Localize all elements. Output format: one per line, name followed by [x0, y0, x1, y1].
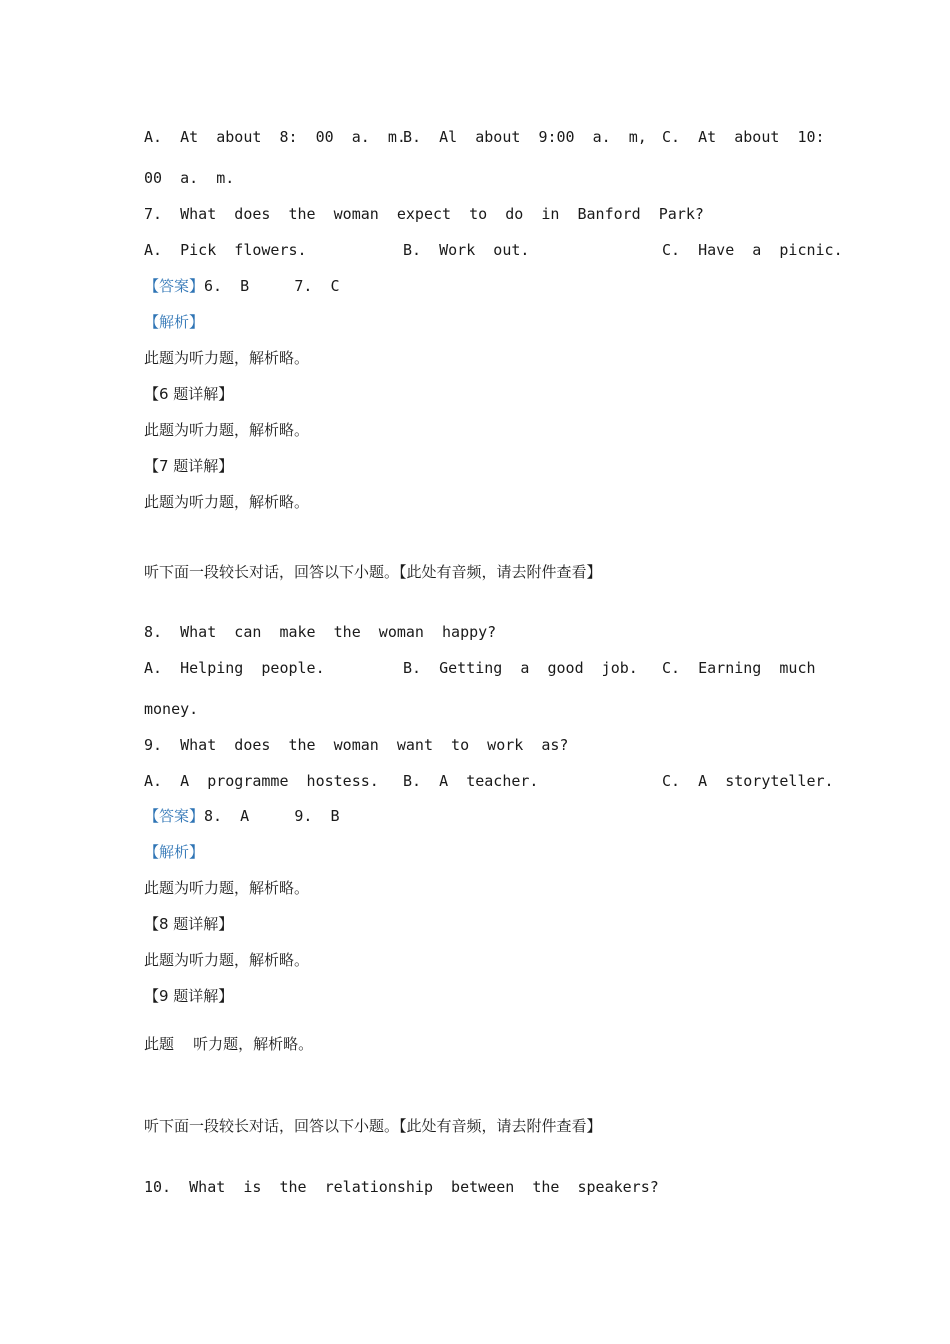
detail-8-text: 此题为听力题，解析略。	[144, 951, 310, 969]
detail-6-text: 此题为听力题，解析略。	[144, 421, 310, 439]
q9-option-b: B. A teacher.	[403, 772, 539, 790]
q8-option-c-continued: money.	[144, 700, 199, 718]
q7-option-a: A. Pick flowers.	[144, 241, 307, 259]
answer-tag: 【答案】	[144, 807, 205, 825]
q6-option-a: A. At about 8: 00 a. m.	[144, 128, 406, 146]
detail-7-text: 此题为听力题，解析略。	[144, 493, 310, 511]
listening-instruction-2: 听下面一段较长对话，回答以下小题。【此处有音频，请去附件查看】	[144, 1117, 602, 1135]
q8-option-a: A. Helping people.	[144, 659, 325, 677]
q8-option-c: C. Earning much	[662, 659, 816, 677]
q9-question: 9. What does the woman want to work as?	[144, 736, 569, 754]
analysis-tag-2: 【解析】	[144, 843, 205, 861]
detail-6-heading: 【6 题详解】	[144, 385, 234, 403]
q9-option-c: C. A storyteller.	[662, 772, 834, 790]
q8-option-b: B. Getting a good job.	[403, 659, 638, 677]
q6-option-c-continued: 00 a. m.	[144, 169, 235, 187]
analysis-text-2: 此题为听力题，解析略。	[144, 879, 310, 897]
answer-line-2	[144, 806, 339, 826]
answer-text: 8. A 9. B	[204, 807, 340, 825]
q9-option-a: A. A programme hostess.	[144, 772, 379, 790]
analysis-text-1: 此题为听力题，解析略。	[144, 349, 310, 367]
q7-question: 7. What does the woman expect to do in Banford Park?	[144, 205, 704, 223]
q7-option-c: C. Have a picnic.	[662, 241, 843, 259]
answer-tag: 【答案】	[144, 277, 205, 295]
q10-question: 10. What is the relationship between the speakers?	[144, 1178, 659, 1196]
answer-text: 6. B 7. C	[204, 277, 340, 295]
analysis-tag-1: 【解析】	[144, 313, 205, 331]
q6-option-c: C. At about 10:	[662, 128, 825, 146]
detail-9-heading: 【9 题详解】	[144, 987, 234, 1005]
listening-instruction-1: 听下面一段较长对话，回答以下小题。【此处有音频，请去附件查看】	[144, 563, 602, 581]
detail-8-heading: 【8 题详解】	[144, 915, 234, 933]
answer-line-1	[144, 276, 339, 296]
detail-7-heading: 【7 题详解】	[144, 457, 234, 475]
q7-option-b: B. Work out.	[403, 241, 530, 259]
q8-question: 8. What can make the woman happy?	[144, 623, 497, 641]
q6-option-b: B. Al about 9:00 a. m,	[403, 128, 647, 146]
detail-9-text: 此题 听力题，解析略。	[144, 1035, 314, 1053]
